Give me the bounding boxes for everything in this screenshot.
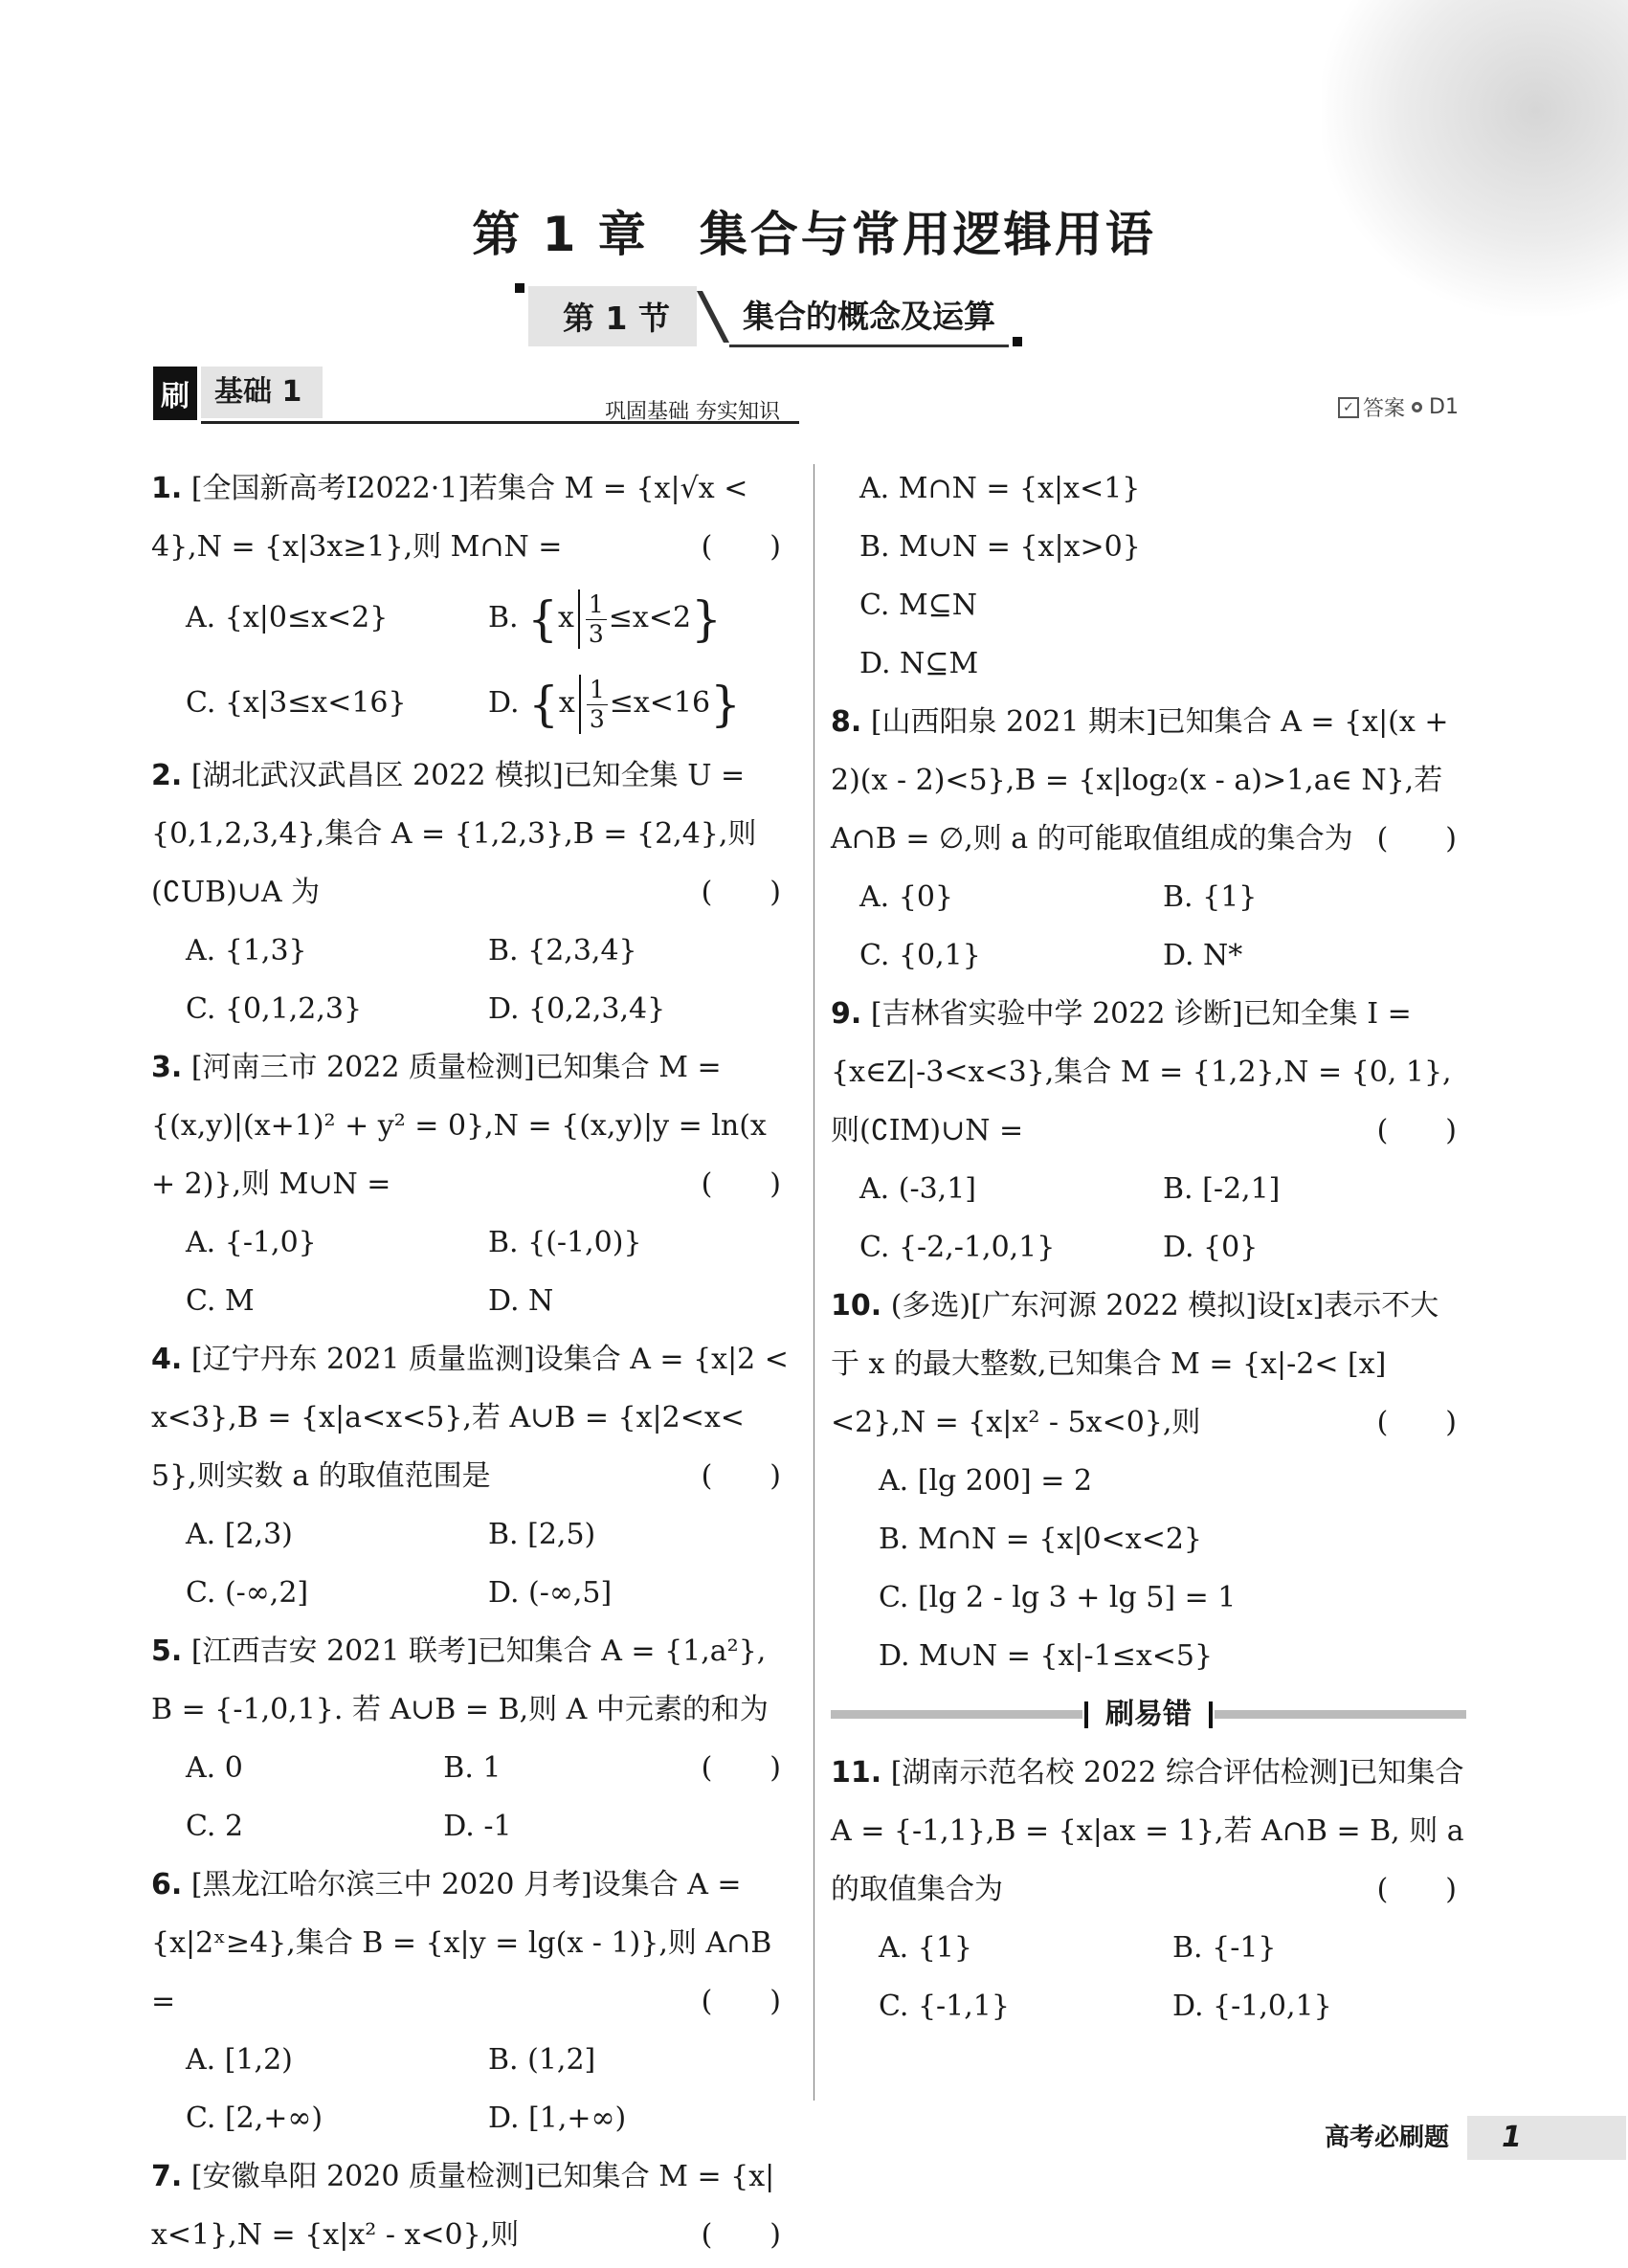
- fraction: $\frac{1}{3}$: [587, 676, 608, 734]
- question-stem: [安徽阜阳 2020 质量检测]已知集合 M = {x| x<1},N = {x|x² - x<0},则: [151, 2160, 775, 2252]
- question-number: 10.: [831, 1289, 882, 1323]
- answer-blank: ( ): [1376, 1406, 1457, 1439]
- option-b: B. {(-1,0)}: [488, 1226, 642, 1259]
- option-a: A. {1,3}: [186, 934, 307, 967]
- section-header: [528, 287, 1009, 345]
- option-a: A. [lg 200] = 2: [879, 1464, 1093, 1498]
- question-stem: [吉林省实验中学 2022 诊断]已知全集 I = {x∈Z|-3<x<3},集合 M = {1,2},N = {0, 1},则(∁IM)∪N =: [831, 997, 1452, 1147]
- error-section-title: 刷易错: [1105, 1698, 1192, 1731]
- option-d: D. N*: [1163, 939, 1243, 972]
- option-d: D. N: [488, 1284, 554, 1318]
- option-b: B. 1: [443, 1751, 502, 1785]
- option-d: D. (-∞,5]: [488, 1576, 613, 1610]
- question-stem: [江西吉安 2021 联考]已知集合 A = {1,a²}, B = {-1,0,1}. 若 A∪B = B,则 A 中元素的和为: [151, 1634, 769, 1726]
- option-c: C. {0,1,2,3}: [186, 992, 363, 1026]
- badge-subtitle: 巩固基础 夯实知识: [605, 400, 780, 424]
- option-b: B. [2,5): [488, 1518, 596, 1551]
- question-number: 8.: [831, 705, 862, 739]
- question-8: [831, 693, 1466, 985]
- option-c: C. M: [186, 1284, 255, 1318]
- question-stem: [辽宁丹东 2021 质量监测]设集合 A = {x|2 < x<3},B = {x|a<x<5},若 A∪B = {x|2<x< 5},则实数 a 的取值范围是: [151, 1343, 789, 1493]
- section-name: 集合的概念及运算: [729, 284, 1009, 347]
- question-2: [151, 746, 791, 1038]
- option-a: A. {1}: [879, 1931, 972, 1965]
- option-b: B. {1}: [1163, 880, 1258, 914]
- option-c: C. {-2,-1,0,1}: [859, 1231, 1056, 1264]
- question-7: [151, 2147, 791, 2264]
- corner-dot: [515, 283, 524, 293]
- option-c: C. 2: [186, 1810, 244, 1843]
- heading-rule: [1215, 1710, 1466, 1719]
- question-number: 2.: [151, 759, 183, 792]
- book-name: 高考必刷题: [1324, 2123, 1449, 2152]
- question-number: 1.: [151, 472, 183, 505]
- answer-blank: ( ): [1376, 1114, 1457, 1147]
- option-c: C. {-1,1}: [879, 1990, 1010, 2023]
- question-stem: [河南三市 2022 质量检测]已知集合 M = {(x,y)|(x+1)² + y² = 0},N = {(x,y)|y = ln(x + 2)},则 M∪N =: [151, 1051, 767, 1201]
- page-number: 1: [1467, 2116, 1626, 2160]
- badge-title: 基础 1: [201, 367, 323, 418]
- heading-rule: [831, 1710, 1082, 1719]
- error-section-heading: [831, 1685, 1466, 1744]
- answer-blank: ( ): [701, 2218, 781, 2252]
- question-4: [151, 1330, 791, 1622]
- option-b: B. M∩N = {x|0<x<2}: [879, 1523, 1202, 1556]
- question-number: 9.: [831, 997, 862, 1031]
- question-number: 4.: [151, 1343, 183, 1376]
- answer-blank: ( ): [701, 530, 781, 564]
- question-stem: [湖南示范名校 2022 综合评估检测]已知集合 A = {-1,1},B = {x|ax = 1},若 A∩B = B, 则 a 的取值集合为: [831, 1756, 1464, 1906]
- option-a: A. {x|0≤x<2}: [186, 601, 389, 634]
- question-number: 11.: [831, 1756, 882, 1790]
- option-a: A. (-3,1]: [859, 1172, 976, 1206]
- question-1: [151, 459, 791, 746]
- brush-badge-icon: 刷: [153, 367, 197, 420]
- question-10: [831, 1277, 1466, 1685]
- question-stem: [湖北武汉武昌区 2022 模拟]已知全集 U = {0,1,2,3,4},集合 A = {1,2,3},B = {2,4},则 (∁UB)∪A 为: [151, 759, 757, 909]
- answer-blank: ( ): [701, 1459, 781, 1493]
- option-a: A. 0: [186, 1751, 243, 1785]
- option-a: A. M∩N = {x|x<1}: [859, 472, 1141, 505]
- question-number: 3.: [151, 1051, 183, 1084]
- option-d: D. {0}: [1163, 1231, 1259, 1264]
- answer-code: D1: [1429, 395, 1459, 419]
- question-6: [151, 1856, 791, 2147]
- option-b: B. {x $\frac{1}{3}$ ≤x<2}: [488, 589, 722, 648]
- option-d: D. [1,+∞): [488, 2101, 627, 2135]
- answer-blank: ( ): [701, 1985, 781, 2018]
- practice-badge: [153, 367, 799, 424]
- answer-reference: [1338, 392, 1459, 422]
- question-11: [831, 1744, 1466, 2035]
- question-stem: [全国新高考Ⅰ2022·1]若集合 M = {x|√x < 4},N = {x|3x≥1},则 M∩N =: [151, 472, 748, 564]
- question-9: [831, 985, 1466, 1277]
- question-stem: (多选)[广东河源 2022 模拟]设[x]表示不大于 x 的最大整数,已知集合 M = {x|-2< [x]<2},N = {x|x² - 5x<0},则: [831, 1289, 1439, 1439]
- option-d: D. {0,2,3,4}: [488, 992, 666, 1026]
- option-d: D. M∪N = {x|-1≤x<5}: [879, 1639, 1214, 1673]
- option-b: B. M∪N = {x|x>0}: [859, 530, 1141, 564]
- left-column: [151, 459, 791, 2264]
- answer-blank: ( ): [1376, 1873, 1457, 1906]
- option-a: A. {0}: [859, 880, 953, 914]
- slash-divider: [697, 287, 729, 345]
- question-stem: [黑龙江哈尔滨三中 2020 月考]设集合 A = {x|2ˣ≥4},集合 B = {x|y = lg(x - 1)},则 A∩B =: [151, 1868, 772, 2018]
- answer-blank: ( ): [701, 1167, 781, 1201]
- question-3: [151, 1038, 791, 1330]
- option-d: D. N⊆M: [859, 647, 979, 680]
- option-d: D. {x $\frac{1}{3}$ ≤x<16}: [488, 675, 741, 733]
- option-c: C. [2,+∞): [186, 2101, 323, 2135]
- question-7-options: [859, 459, 1466, 693]
- option-c: C. (-∞,2]: [186, 1576, 309, 1610]
- answer-blank: ( ): [1376, 822, 1457, 856]
- answer-blank: ( ): [701, 1751, 781, 1785]
- option-b: B. (1,2]: [488, 2043, 596, 2077]
- page-footer: [1306, 2116, 1626, 2160]
- answer-label: 答案: [1363, 397, 1406, 421]
- question-number: 5.: [151, 1634, 183, 1668]
- question-stem: [山西阳泉 2021 期末]已知集合 A = {x|(x + 2)(x - 2)<5},B = {x|log₂(x - a)>1,a∈ N},若 A∩B = ∅,则 a 的可能取值组成的集合为: [831, 705, 1449, 856]
- option-a: A. [2,3): [186, 1518, 293, 1551]
- section-number: 第 1 节: [528, 286, 697, 346]
- brush-stroke-decoration: [1322, 0, 1628, 316]
- question-number: 6.: [151, 1868, 183, 1901]
- option-b: B. {2,3,4}: [488, 934, 637, 967]
- corner-dot: [1013, 337, 1022, 346]
- option-d: D. -1: [443, 1810, 512, 1843]
- option-d: D. {-1,0,1}: [1172, 1990, 1332, 2023]
- option-a: A. {-1,0}: [186, 1226, 317, 1259]
- question-5: [151, 1622, 791, 1856]
- right-column: [831, 459, 1466, 2035]
- option-a: A. [1,2): [186, 2043, 293, 2077]
- answer-blank: ( ): [701, 876, 781, 909]
- option-b: B. {-1}: [1172, 1931, 1277, 1965]
- question-number: 7.: [151, 2160, 183, 2193]
- bullet-icon: [1412, 402, 1422, 412]
- option-c: C. {x|3≤x<16}: [186, 686, 407, 720]
- option-c: C. {0,1}: [859, 939, 981, 972]
- option-c: C. M⊆N: [859, 589, 978, 622]
- option-c: C. [lg 2 - lg 3 + lg 5] = 1: [879, 1581, 1237, 1614]
- checkbox-icon: ✓: [1338, 397, 1359, 418]
- option-b: B. [-2,1]: [1163, 1172, 1281, 1206]
- chapter-title: 第 1 章 集合与常用逻辑用语: [472, 207, 1156, 262]
- fraction: $\frac{1}{3}$: [586, 590, 607, 649]
